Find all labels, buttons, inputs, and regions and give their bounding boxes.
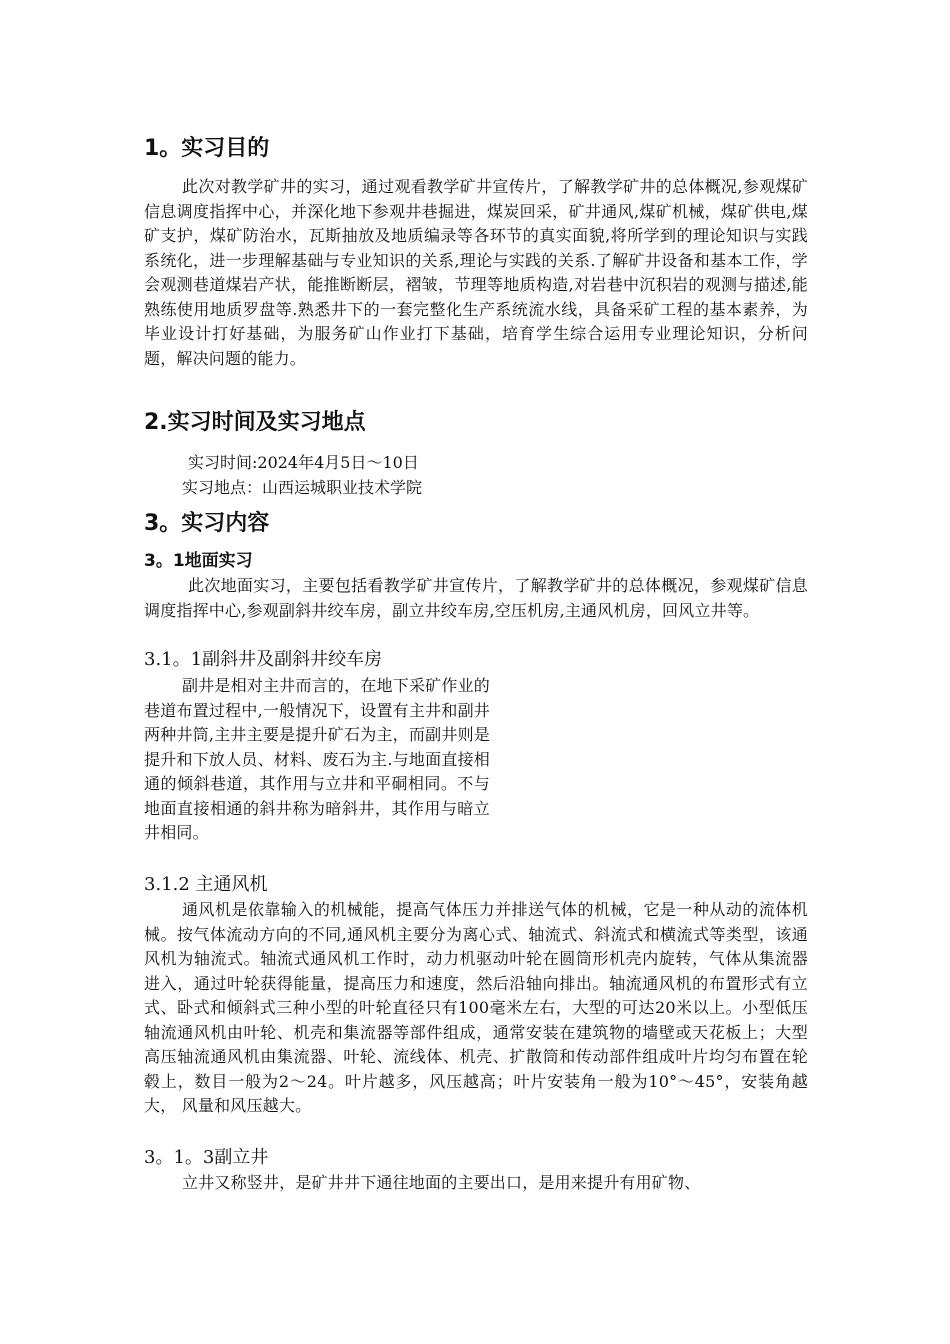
paragraph-purpose: 此次对教学矿井的实习，通过观看教学矿井宣传片，了解教学矿井的总体概况,参观煤矿信息调度指挥中心，并深化地下参观井巷掘进，煤炭回采，矿井通风,煤矿机械，煤矿供电,煤矿支护，煤矿防治水，瓦斯抽放及地质编录等各环节的真实面貌,将所学到的理论知识与实践系统化，进一步理解基础与专业知识的关系,理论与实践的关系.了解矿井设备和基本工作，学会观测巷道煤岩产状，能推断断层，褶皱，节理等地质构造,对岩巷中沉积岩的观测与描述,能熟练使用地质罗盘等.熟悉井下的一套完整化生产系统流水线，具备采矿工程的基本素养，为毕业设计打好基础，为服务矿山作业打下基础，培育学生综合运用专业理论知识，分析问题，解决问题的能力。 — [144, 177, 808, 368]
heading-content: 3。实习内容 — [144, 511, 270, 536]
heading-3-1-2: 3.1.2 主通风机 — [144, 874, 268, 895]
internship-time: 实习时间:2024年4月5日～10日 — [188, 453, 419, 472]
internship-place: 实习地点：山西运城职业技术学院 — [182, 478, 423, 497]
paragraph-ground: 此次地面实习，主要包括看教学矿井宣传片，了解教学矿井的总体概况，参观煤矿信息调度指挥中心,参观副斜井绞车房，副立井绞车房,空压机房,主通风机房，回风立井等。 — [144, 576, 808, 620]
heading-time-place: 2.实习时间及实习地点 — [144, 410, 366, 435]
paragraph-3-1-1: 副井是相对主井而言的，在地下采矿作业的巷道布置过程中,一般情况下，设置有主井和副井两种井筒,主井主要是提升矿石为主，而副井则是提升和下放人员、材料、废石为主.与地面直接相通的倾斜巷道，其作用与立井和平硐相同。不与地面直接相通的斜井称为暗斜井，其作用与暗立井相同。 — [144, 676, 490, 842]
heading-ground: 3。1地面实习 — [144, 551, 253, 571]
paragraph-3-1-3: 立井又称竖井，是矿井井下通往地面的主要出口，是用来提升有用矿物、 — [182, 1173, 701, 1192]
heading-3-1-3: 3。1。3副立井 — [144, 1147, 269, 1168]
paragraph-3-1-2: 通风机是依靠输入的机械能，提高气体压力并排送气体的机械，它是一种从动的流体机械。按气体流动方向的不同,通风机主要分为离心式、轴流式、斜流式和横流式等类型，该通风机为轴流式。轴流式通风机工作时，动力机驱动叶轮在圆筒形机壳内旋转，气体从集流器进入，通过叶轮获得能量，提高压力和速度，然后沿轴向排出。轴流通风机的布置形式有立式、卧式和倾斜式三种小型的叶轮直径只有100毫米左右，大型的可达20米以上。小型低压轴流通风机由叶轮、机壳和集流器等部件组成，通常安装在建筑物的墙壁或天花板上；大型高压轴流通风机由集流器、叶轮、流线体、机壳、扩散筒和传动部件组成叶片均匀布置在轮毂上，数目一般为2～24。叶片越多，风压越高；叶片安装角一般为10°～45°，安装角越大， 风量和风压越大。 — [144, 900, 808, 1115]
heading-3-1-1: 3.1。1副斜井及副斜井绞车房 — [144, 649, 383, 670]
heading-purpose: 1。实习目的 — [144, 136, 270, 161]
